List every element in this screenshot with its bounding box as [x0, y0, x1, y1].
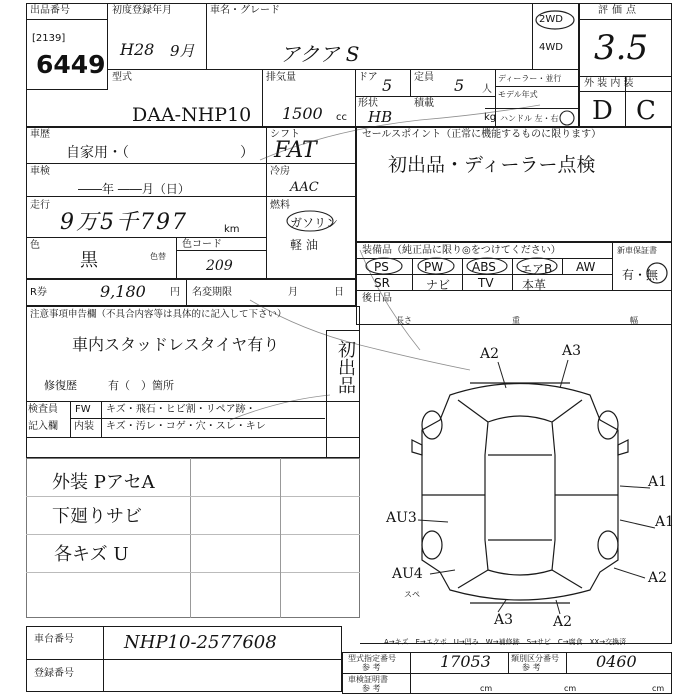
mark-a3-bottom1: A3	[494, 612, 514, 628]
category-value: 0460	[596, 652, 637, 671]
doors-label: ドア	[358, 72, 378, 83]
category-label: 類別区分番号	[511, 654, 559, 663]
mark-a2-top: A2	[480, 346, 500, 362]
repair-label: 修復歴	[44, 379, 77, 392]
hline-history	[26, 163, 356, 164]
shift-value: FAT	[274, 138, 317, 163]
interior-score: C	[636, 96, 656, 126]
mark-a3-top: A3	[562, 343, 582, 359]
hline-typedes	[342, 673, 672, 674]
vline-typedes-2	[508, 652, 509, 673]
inspection-value: ――年 ――月（日）	[78, 182, 190, 196]
notes-label: 注意事項申告欄（不具合内容等は具体的に記入して下さい）	[30, 309, 287, 320]
ext-int-label: 外 装 内 装	[584, 78, 634, 89]
mileage-value: 9万5千797	[60, 210, 188, 235]
vline-typedes-3	[566, 652, 567, 673]
vline-first-reg	[206, 3, 207, 70]
first-listing-stamp: 初出品	[335, 340, 356, 394]
mileage-unit: km	[224, 224, 240, 235]
diagram-legend: A→キズ E→エクボ U→凹み W→補修跡 S→サビ C→腐食 XX→交換済	[384, 638, 627, 646]
history-value: 自家用・（	[66, 145, 129, 161]
equip-tv: TV	[478, 276, 494, 290]
hline-equip-r1	[356, 258, 612, 259]
hline-chassis	[26, 659, 342, 660]
rear-seat-label: 後日品	[362, 293, 392, 304]
hline-row2-top	[108, 69, 578, 70]
type-label: 型式	[112, 72, 132, 83]
nom-month: 月	[288, 287, 298, 298]
vline-inspector	[70, 401, 71, 437]
vline-score	[578, 3, 580, 127]
int-items: キズ・汚レ・コゲ・穴・スレ・キレ	[106, 421, 266, 432]
type-designation-label: 型式指定番号	[348, 654, 396, 663]
notes-value: 車内スタッドレスタイヤ有り	[72, 335, 280, 354]
comment-rule-1	[190, 458, 191, 618]
hline-mileage	[26, 237, 266, 238]
vline-eq1	[412, 258, 413, 290]
color-value: 黒	[80, 250, 98, 271]
history-label: 車歴	[30, 129, 50, 140]
vline-capacity	[410, 69, 411, 96]
nom-label: 名変期限	[192, 287, 232, 298]
color-label: 色	[30, 240, 40, 251]
vline-drive	[532, 3, 533, 70]
capacity-unit: 人	[482, 84, 492, 95]
vline-chassis	[103, 626, 104, 692]
displacement-unit: cc	[336, 112, 347, 123]
inspector-label-1: 検査員	[28, 404, 58, 415]
inspection-label: 車検	[30, 166, 50, 177]
reg-id: [2139]	[32, 33, 66, 44]
cm-unit-1: cm	[480, 684, 493, 693]
hline-model-year	[495, 86, 578, 87]
comment-1: 外装 PアセA	[52, 472, 155, 493]
comment-rule-3	[26, 534, 360, 535]
model-year-label: モデル年式	[498, 90, 538, 99]
fuel-diesel: 軽 油	[290, 238, 318, 252]
warranty-label: 新車保証書	[617, 246, 657, 255]
equip-pw: PW	[424, 260, 444, 274]
equip-abs: ABS	[472, 260, 496, 274]
fw-items: キズ・飛石・ヒビ割・リペア跡・	[106, 404, 256, 415]
comment-3: 各キズ U	[54, 544, 129, 565]
hline-equip-r2	[356, 274, 612, 275]
recycle-unit: 円	[170, 287, 180, 298]
hline-score-title	[578, 19, 672, 20]
vline-typedes-1	[410, 652, 411, 694]
equip-aw: AW	[576, 260, 596, 274]
type-designation-sub: 参 考	[362, 663, 381, 672]
lot-divider	[26, 19, 108, 20]
score-value: 3.5	[594, 28, 649, 68]
diagram-front-label: スペ	[404, 590, 420, 599]
cert-label: 車検証明書	[348, 675, 388, 684]
fuel-label: 燃料	[270, 200, 290, 211]
chassis-value: NHP10-2577608	[124, 632, 277, 653]
hline-handle	[485, 108, 578, 109]
load-unit: kg	[484, 112, 497, 123]
int-label: 内装	[74, 421, 94, 432]
hline-equip-r3	[356, 290, 672, 291]
model-label: 車名・グレード	[210, 5, 280, 16]
lot-no: 6449	[36, 50, 106, 79]
exterior-score: D	[592, 96, 613, 126]
sales-frame	[356, 127, 672, 242]
mark-a1-right2: A1	[655, 514, 675, 530]
shape-value: HB	[368, 108, 393, 126]
capacity-label: 定員	[414, 72, 434, 83]
fw-label: FW	[75, 404, 91, 415]
category-sub: 参 考	[522, 663, 541, 672]
repair-value: 有（ ）箇所	[108, 379, 174, 392]
vline-inspector-fw	[101, 401, 102, 437]
chassis-label: 車台番号	[34, 634, 74, 645]
recycle-frame	[26, 279, 356, 306]
mark-au3-left: AU3	[386, 510, 417, 526]
inspector-label-2: 記入欄	[28, 421, 58, 432]
fuel-gasoline: ガソリン	[290, 216, 339, 230]
history-close: ）	[240, 145, 254, 161]
type-value: DAA-NHP10	[132, 104, 252, 126]
drive-2wd: 2WD	[539, 14, 563, 25]
hline-shape	[355, 96, 495, 97]
mark-a2-right: A2	[648, 570, 668, 586]
equip-leather: 本革	[522, 278, 547, 292]
vline-eq2	[462, 258, 463, 290]
color-code-label: 色コード	[182, 239, 222, 250]
vline-color-ihai	[176, 237, 177, 279]
equip-navi: ナビ	[426, 278, 451, 292]
diagram-small-width: 幅	[630, 316, 638, 325]
hline-inspector-mid	[70, 418, 325, 419]
sales-point-label: セールスポイント（正常に機能するものに限ります）	[362, 129, 602, 140]
sales-point-value: 初出品・ディーラー点検	[388, 154, 596, 176]
cert-sub: 参 考	[362, 684, 381, 693]
nom-day: 日	[334, 287, 344, 298]
cooling-label: 冷房	[270, 166, 290, 177]
shift-label: シフト	[270, 129, 300, 140]
displacement-label: 排気量	[266, 72, 296, 83]
first-reg-year: H28	[120, 40, 155, 59]
hline-inspector-bot	[26, 437, 360, 438]
vline-eq4	[562, 258, 563, 274]
diagram-small-weight: 重	[512, 316, 520, 325]
recycle-value: 9,180	[100, 282, 146, 301]
capacity-value: 5	[454, 76, 465, 95]
equip-airbag: エアB	[520, 262, 553, 276]
shape-label: 形状	[358, 98, 378, 109]
comment-rule-5	[280, 458, 281, 618]
mark-a2-bottom2: A2	[553, 614, 573, 630]
comment-rule-4	[26, 572, 360, 573]
displacement-value: 1500	[282, 104, 323, 123]
vline-warranty	[612, 242, 613, 290]
vline-recycle	[186, 279, 187, 306]
first-reg-month: 9月	[170, 42, 195, 60]
score-label: 評価点	[598, 5, 640, 16]
comment-rule-2	[26, 496, 360, 497]
comment-2: 下廻りサビ	[52, 506, 142, 527]
hline-inspection	[26, 196, 356, 197]
mileage-label: 走行	[30, 200, 50, 211]
color-code-value: 209	[206, 258, 233, 274]
diagram-small-length: 長さ	[396, 316, 412, 325]
warranty-value: 有・無	[622, 268, 659, 282]
vline-shift	[266, 127, 267, 279]
load-label: 積載	[414, 98, 434, 109]
equip-sr: SR	[374, 276, 390, 290]
type-designation-value: 17053	[440, 652, 491, 671]
equip-ps: PS	[374, 260, 389, 274]
handle-label: ハンドル 左・右	[500, 114, 559, 123]
model-value: アクア S	[280, 42, 360, 66]
doors-value: 5	[382, 76, 393, 95]
dealer-label: ディーラー・並行	[498, 74, 562, 83]
cooling-value: AAC	[290, 180, 319, 195]
cm-unit-3: cm	[652, 684, 665, 693]
recycle-label: R券	[30, 287, 47, 298]
hline-inspector-top	[26, 401, 360, 402]
color-ihai-label: 色替	[150, 252, 166, 261]
lot-no-label: 出品番号	[30, 5, 70, 16]
drive-4wd: 4WD	[539, 42, 563, 53]
cm-unit-2: cm	[564, 684, 577, 693]
vline-doors	[355, 69, 356, 127]
vline-type-disp	[262, 69, 263, 127]
mark-a1-right1: A1	[648, 474, 668, 490]
first-reg-label: 初度登録年月	[112, 5, 172, 16]
vline-eq3	[512, 258, 513, 290]
mark-au4-left: AU4	[392, 566, 423, 582]
equipment-label: 装備品（純正品に限り◎をつけてください）	[362, 245, 561, 256]
reg-label: 登録番号	[34, 668, 74, 679]
